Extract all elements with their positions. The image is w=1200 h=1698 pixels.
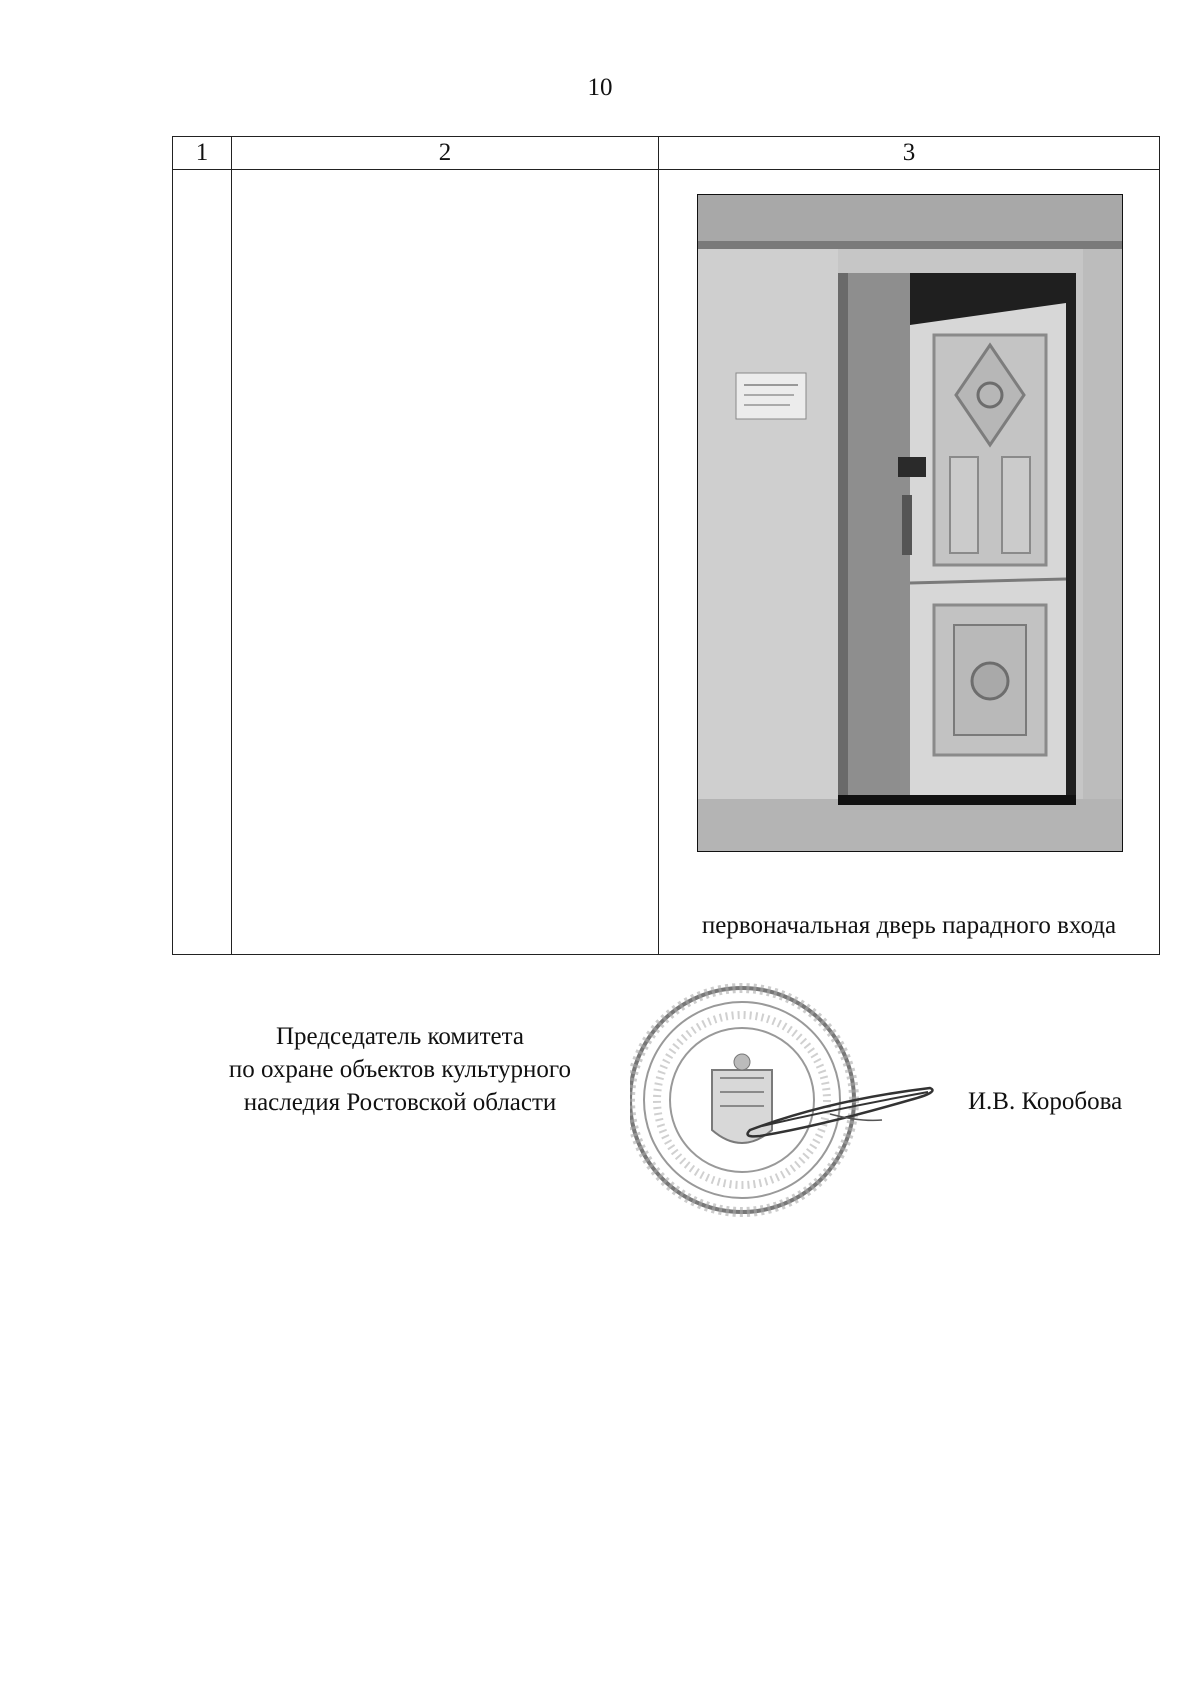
- cell-col3: [659, 170, 1160, 955]
- page-number: 10: [587, 74, 613, 101]
- objects-table: [172, 136, 1160, 955]
- cell-col1: [173, 170, 232, 955]
- cell-col2: [232, 170, 659, 955]
- position-line-1: Председатель комитета: [276, 1023, 524, 1050]
- position-line-3: наследия Ростовской области: [243, 1089, 557, 1116]
- signer-name: И.В. Коробова: [968, 1088, 1123, 1115]
- door-photo: [697, 194, 1123, 852]
- photo-caption: первоначальная дверь парадного входа: [701, 912, 1117, 939]
- header-cell-2: 2: [232, 137, 659, 170]
- table-header-row: [173, 137, 1160, 170]
- official-seal: [630, 980, 940, 1220]
- position-line-2: по охране объектов культурного: [228, 1056, 572, 1083]
- signatory-position: [190, 1020, 610, 1119]
- table-row: [173, 170, 1160, 955]
- header-cell-3: 3: [659, 137, 1160, 170]
- header-cell-1: 1: [173, 137, 232, 170]
